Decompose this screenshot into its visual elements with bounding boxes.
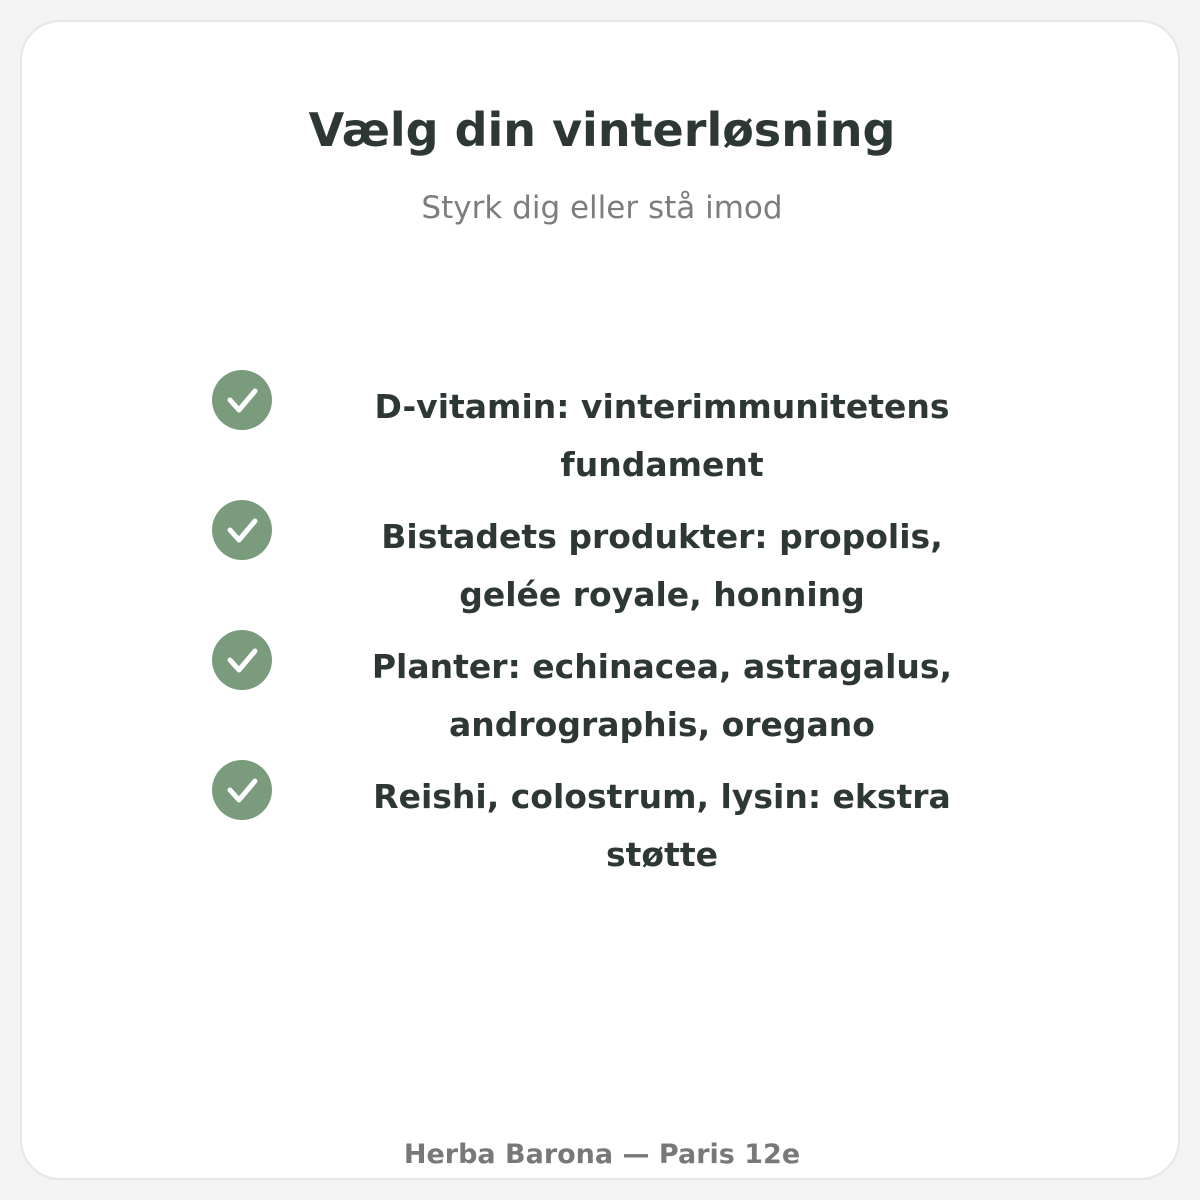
check-icon: [212, 760, 272, 820]
page-title: Vælg din vinterløsning: [308, 103, 896, 157]
list-item-text: Reishi, colostrum, lysin: ekstra støtte: [373, 777, 951, 874]
check-icon: [212, 630, 272, 690]
check-icon: [212, 370, 272, 430]
check-icon: [212, 500, 272, 560]
page-subtitle: Styrk dig eller stå imod: [421, 190, 783, 226]
list-item-text: Planter: echinacea, astragalus, andrographis, oregano: [371, 647, 953, 744]
info-card: [20, 20, 1180, 1180]
list-item-text: D-vitamin: vinterimmunitetens fundament: [374, 387, 950, 484]
list-item-text: Bistadets produkter: propolis, gelée royale, honning: [381, 517, 943, 614]
footer-signature: Herba Barona — Paris 12e: [403, 1139, 801, 1170]
